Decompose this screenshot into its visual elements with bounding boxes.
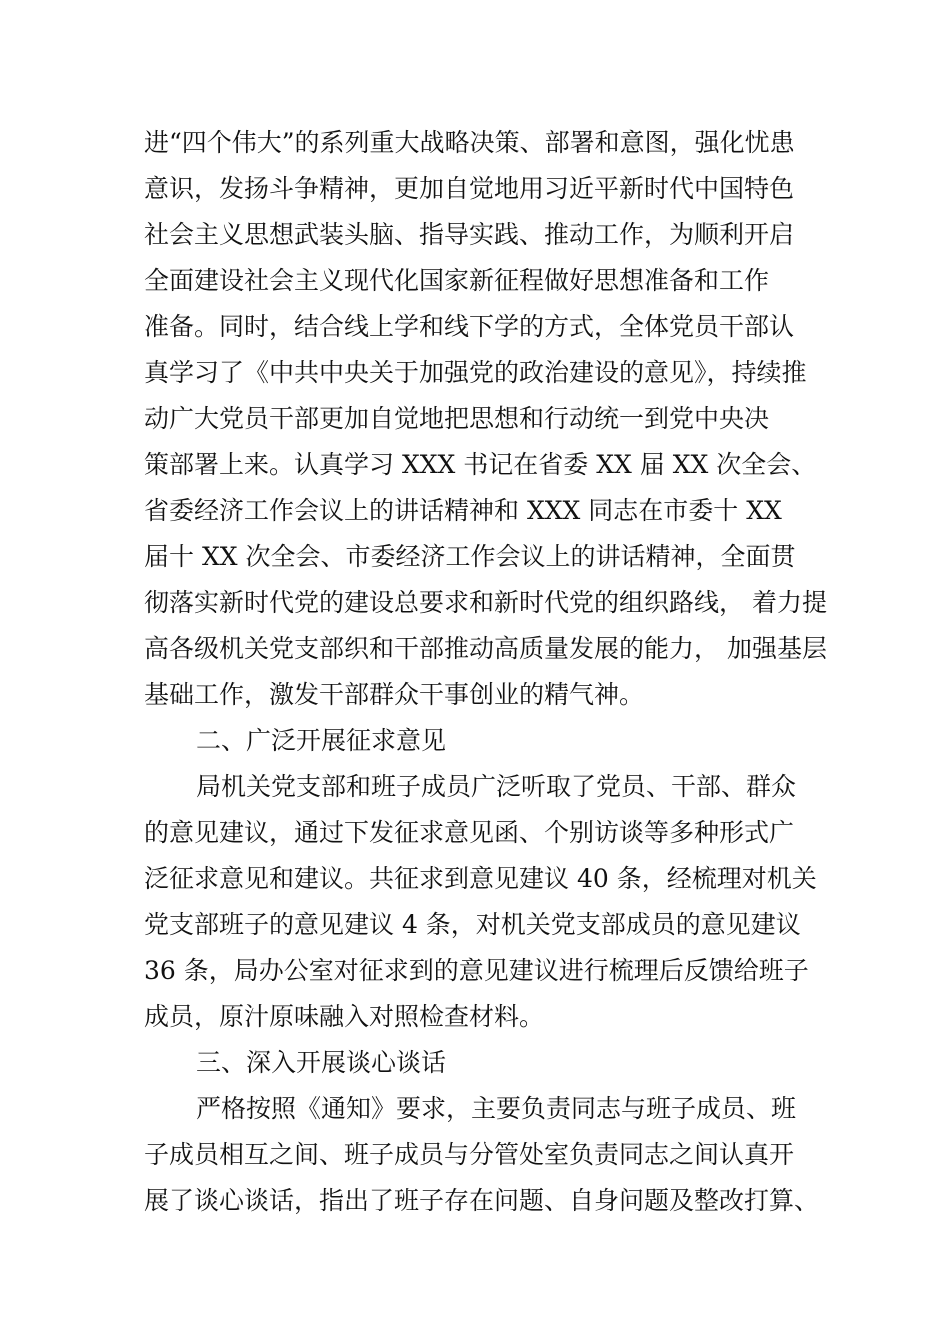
text-line: 彻落实新时代党的建设总要求和新时代党的组织路线， 着力提	[144, 588, 827, 617]
text-line: 动广大党员干部更加自觉地把思想和行动统一到党中央决	[144, 404, 770, 433]
text-line: 基础工作，激发干部群众干事创业的精气神。	[144, 680, 645, 709]
text-line: 真学习了《中共中央关于加强党的政治建设的意见》，持续推	[144, 358, 807, 387]
text-line: 意识，发扬斗争精神，更加自觉地用习近平新时代中国特色	[144, 174, 795, 203]
text-line: 局机关党支部和班子成员广泛听取了党员、干部、群众	[196, 772, 797, 801]
text-line: 党支部班子的意见建议 4 条，对机关党支部成员的意见建议	[144, 910, 801, 939]
text-line: 届十 XX 次全会、市委经济工作会议上的讲话精神，全面贯	[144, 542, 796, 571]
paragraph-talks	[144, 1086, 820, 1224]
text-line: 严格按照《通知》要求，主要负责同志与班子成员、班	[196, 1094, 797, 1123]
section-heading-talks: 三、深入开展谈心谈话	[196, 1048, 447, 1077]
text-line: 全面建设社会主义现代化国家新征程做好思想准备和工作	[144, 266, 770, 295]
text-line: 高各级机关党支部织和干部推动高质量发展的能力， 加强基层	[144, 634, 827, 663]
text-line: 子成员相互之间、班子成员与分管处室负责同志之间认真开	[144, 1140, 795, 1169]
text-line: 的意见建议，通过下发征求意见函、个别访谈等多种形式广	[144, 818, 795, 847]
text-line: 社会主义思想武装头脑、指导实践、推动工作，为顺利开启	[144, 220, 795, 249]
text-line: 泛征求意见和建议。共征求到意见建议 40 条，经梳理对机关	[144, 864, 817, 893]
text-line: 36 条，局办公室对征求到的意见建议进行梳理后反馈给班子	[144, 956, 809, 985]
text-line: 进“四个伟大”的系列重大战略决策、部署和意图，强化忧患	[144, 128, 795, 157]
text-line: 策部署上来。认真学习 XXX 书记在省委 XX 届 XX 次全会、	[144, 450, 817, 479]
paragraph-study	[144, 120, 827, 718]
text-line: 成员，原汁原味融入对照检查材料。	[144, 1002, 545, 1031]
paragraph-opinions	[144, 764, 820, 1040]
text-line: 省委经济工作会议上的讲话精神和 XXX 同志在市委十 XX	[144, 496, 782, 525]
document-body	[144, 120, 827, 1224]
text-line: 展了谈心谈话，指出了班子存在问题、自身问题及整改打算、	[144, 1186, 820, 1215]
text-line: 准备。同时，结合线上学和线下学的方式，全体党员干部认	[144, 312, 795, 341]
section-heading-opinions: 二、广泛开展征求意见	[196, 726, 447, 755]
